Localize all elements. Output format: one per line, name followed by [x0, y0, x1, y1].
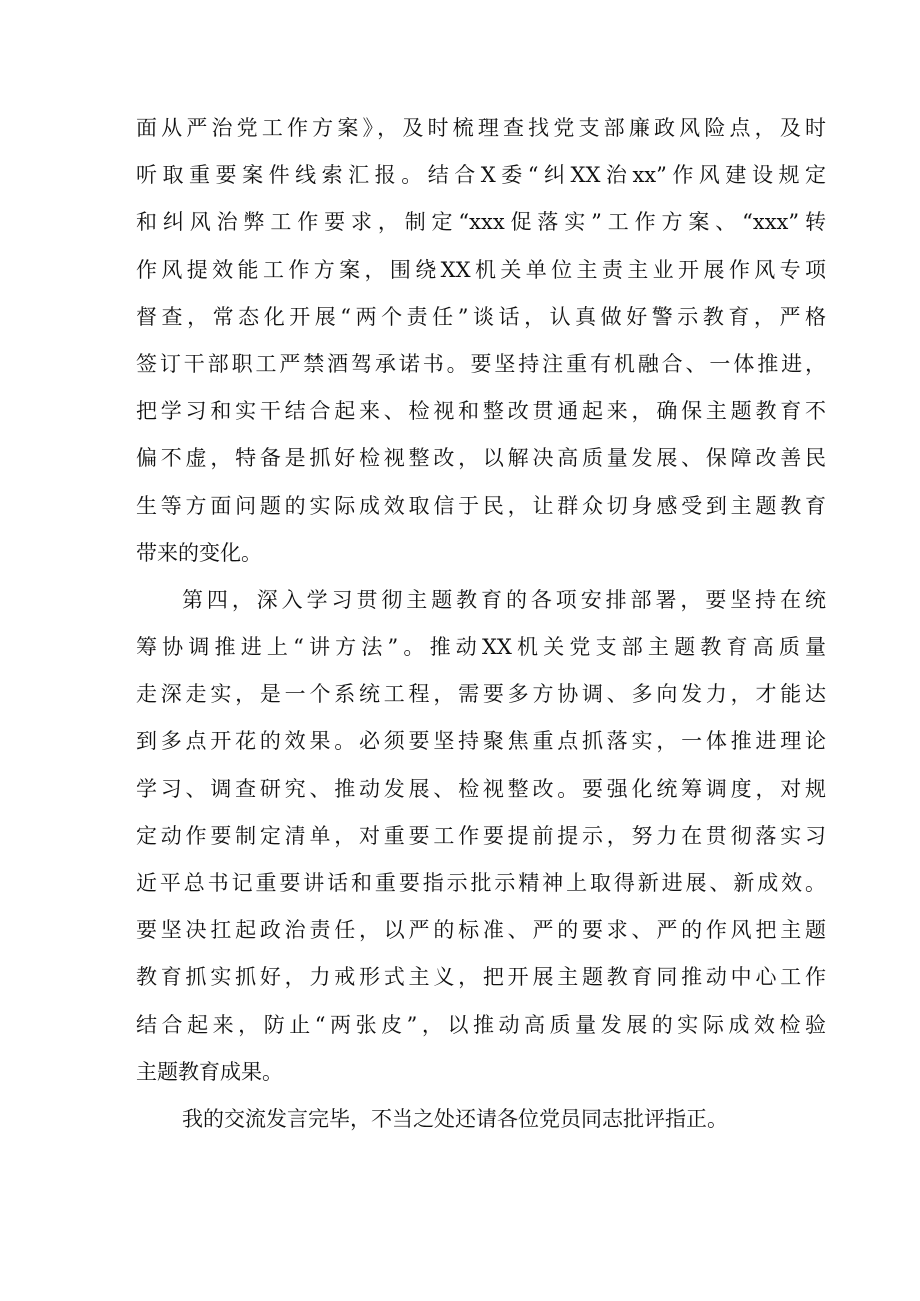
- text-line: 听取重要案件线索汇报。结合X委“纠XX治xx”作风建设规定: [136, 163, 826, 188]
- text-line: 面从严治党工作方案》，及时梳理查找党支部廉政风险点，及时: [136, 116, 826, 140]
- text-line: 学习、调查研究、推动发展、检视整改。要强化统筹调度，对规: [136, 776, 826, 801]
- text-line: 生等方面问题的实际成效取信于民，让群众切身感受到主题教育: [136, 493, 826, 518]
- text-line: 把学习和实干结合起来、检视和整改贯通起来，确保主题教育不: [136, 399, 826, 424]
- text-line: 督查，常态化开展“两个责任”谈话，认真做好警示教育，严格: [136, 304, 826, 329]
- paragraph-2: [136, 577, 826, 1096]
- text-line: 第四，深入学习贯彻主题教育的各项安排部署，要坚持在统: [182, 587, 826, 612]
- document-body: [136, 105, 826, 1143]
- text-line: 签订干部职工严禁酒驾承诺书。要坚持注重有机融合、一体推进，: [136, 351, 826, 376]
- text-line: 近平总书记重要讲话和重要指示批示精神上取得新进展、新成效。: [136, 871, 826, 895]
- text-line: 结合起来，防止“两张皮”，以推动高质量发展的实际成效检验: [136, 1012, 826, 1037]
- text-line: 筹协调推进上“讲方法”。推动XX机关党支部主题教育高质量: [136, 635, 826, 660]
- text-line: 带来的变化。: [136, 540, 262, 565]
- paragraph-1: [136, 105, 826, 577]
- text-line: 作风提效能工作方案，围绕XX机关单位主责主业开展作风专项: [136, 257, 826, 282]
- text-line: 我的交流发言完毕，不当之处还请各位党员同志批评指正。: [182, 1106, 728, 1131]
- text-line: 到多点开花的效果。必须要坚持聚焦重点抓落实，一体推进理论: [136, 729, 826, 754]
- text-line: 教育抓实抓好，力戒形式主义，把开展主题教育同推动中心工作: [136, 965, 826, 990]
- text-line: 偏不虚，特备是抓好检视整改，以解决高质量发展、保障改善民: [136, 446, 826, 471]
- text-line: 定动作要制定清单，对重要工作要提前提示，努力在贯彻落实习: [136, 823, 826, 848]
- text-line: 要坚决扛起政治责任，以严的标准、严的要求、严的作风把主题: [136, 918, 826, 943]
- text-line: 走深走实，是一个系统工程，需要多方协调、多向发力，才能达: [136, 682, 826, 707]
- text-line: 和纠风治弊工作要求，制定“xxx促落实”工作方案、“xxx”转: [136, 210, 826, 235]
- paragraph-3: [136, 1096, 826, 1143]
- text-line: 主题教育成果。: [136, 1059, 283, 1084]
